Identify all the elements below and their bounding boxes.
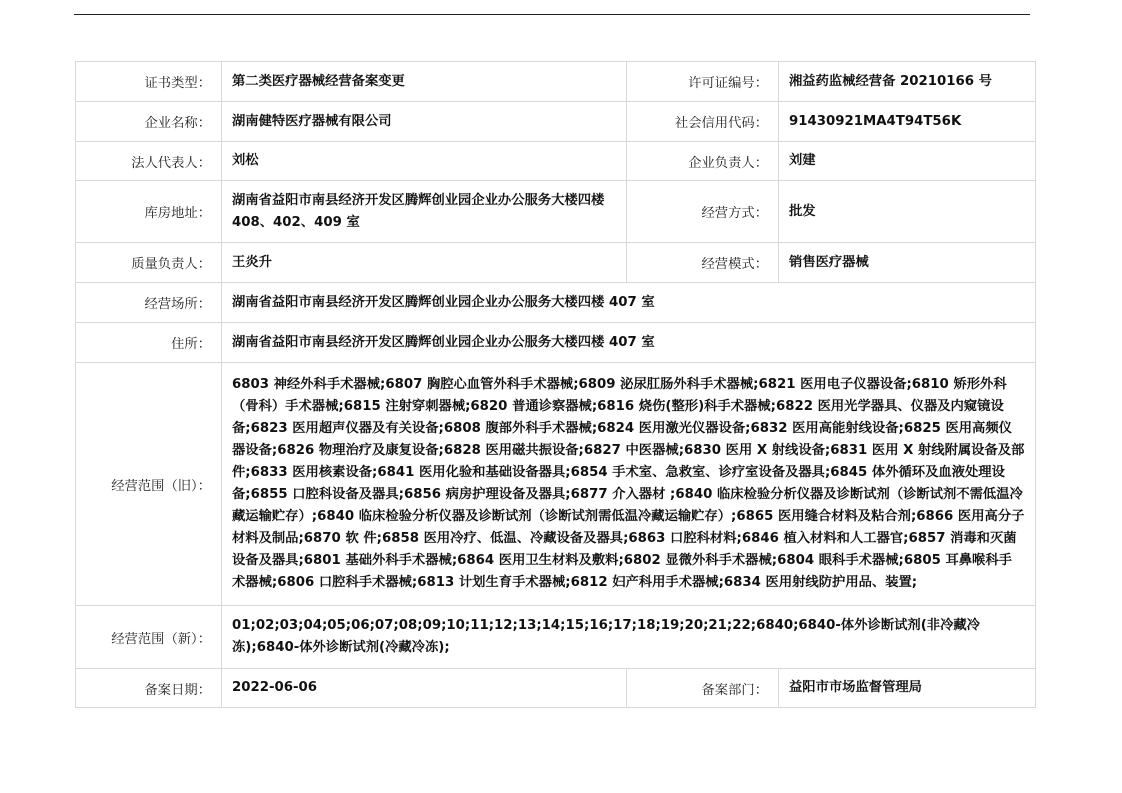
scope-new-value: 01;02;03;04;05;06;07;08;09;10;11;12;13;14;15;16;17;18;19;20;21;22;6840;6840-体外诊断试剂(非冷藏冷冻);6840-体外诊断试剂(冷藏冷冻);: [222, 606, 1036, 669]
table-row: [76, 243, 1036, 283]
business-method-label: 经营方式：: [627, 181, 779, 243]
business-premises-value: 湖南省益阳市南县经济开发区腾辉创业园企业办公服务大楼四楼 407 室: [222, 283, 1036, 323]
filing-date-value: 2022-06-06: [222, 669, 627, 708]
table-row: [76, 283, 1036, 323]
business-method-value: 批发: [779, 181, 1036, 243]
table-row: [76, 142, 1036, 181]
scope-old-value: 6803 神经外科手术器械;6807 胸腔心血管外科手术器械;6809 泌尿肛肠外科手术器械;6821 医用电子仪器设备;6810 矫形外科（骨科）手术器械;6815 注射穿刺器械;6820 普通诊察器械;6816 烧伤(整形)科手术器械;6822 医用光学器具、仪器及内窥镜设备;6823 医用超声仪器及有关设备;6808 腹部外科手术器械;6824 医用激光仪器设备;6832 医用高能射线设备;6825 医用高频仪器设备;6826 物理治疗及康复设备;6828 医用磁共振设备;6827 中医器械;6830 医用 X 射线设备;6831 医用 X 射线附属设备及部件;6833 医用核素设备;6841 医用化验和基础设备器具;6854 手术室、急救室、诊疗室设备及器具;6845 体外循环及血液处理设备;6855 口腔科设备及器具;6856 病房护理设备及器具;6877 介入器材 ;6840 临床检验分析仪器及诊断试剂（诊断试剂不需低温冷藏运输贮存）;6840 临床检验分析仪器及诊断试剂（诊断试剂需低温冷藏运输贮存）;6865 医用缝合材料及粘合剂;6866 医用高分子材料及制品;6870 软 件;6858 医用冷疗、低温、冷藏设备及器具;6863 口腔科材料;6846 植入材料和人工器官;6857 消毒和灭菌设备及器具;6801 基础外科手术器械;6864 医用卫生材料及敷料;6802 显微外科手术器械;6804 眼科手术器械;6805 耳鼻喉科手术器械;6806 口腔科手术器械;6813 计划生育手术器械;6812 妇产科用手术器械;6834 医用射线防护用品、装置;: [222, 363, 1036, 606]
table-row: [76, 323, 1036, 363]
filing-dept-label: 备案部门：: [627, 669, 779, 708]
company-name-label: 企业名称：: [76, 102, 222, 142]
table-row: [76, 102, 1036, 142]
quality-head-label: 质量负责人：: [76, 243, 222, 283]
license-no-value: 湘益药监械经营备 20210166 号: [779, 62, 1036, 102]
scope-new-label: 经营范围（新）：: [76, 606, 222, 669]
warehouse-address-value: 湖南省益阳市南县经济开发区腾辉创业园企业办公服务大楼四楼 408、402、409 室: [222, 181, 627, 243]
residence-value: 湖南省益阳市南县经济开发区腾辉创业园企业办公服务大楼四楼 407 室: [222, 323, 1036, 363]
credit-code-label: 社会信用代码：: [627, 102, 779, 142]
filing-dept-value: 益阳市市场监督管理局: [779, 669, 1036, 708]
residence-label: 住所：: [76, 323, 222, 363]
table-row: [76, 669, 1036, 708]
cert-type-label: 证书类型：: [76, 62, 222, 102]
company-head-label: 企业负责人：: [627, 142, 779, 181]
table-row: [76, 181, 1036, 243]
license-no-label: 许可证编号：: [627, 62, 779, 102]
business-mode-label: 经营模式：: [627, 243, 779, 283]
table-row: [76, 606, 1036, 669]
business-mode-value: 销售医疗器械: [779, 243, 1036, 283]
scope-old-label: 经营范围（旧）：: [76, 363, 222, 606]
credit-code-value: 91430921MA4T94T56K: [779, 102, 1036, 142]
top-rule: [74, 14, 1030, 15]
company-head-value: 刘建: [779, 142, 1036, 181]
filing-date-label: 备案日期：: [76, 669, 222, 708]
table-row: [76, 363, 1036, 606]
company-name-value: 湖南健特医疗器械有限公司: [222, 102, 627, 142]
business-premises-label: 经营场所：: [76, 283, 222, 323]
record-table: [75, 61, 1036, 708]
legal-rep-value: 刘松: [222, 142, 627, 181]
table-row: [76, 62, 1036, 102]
warehouse-address-label: 库房地址：: [76, 181, 222, 243]
quality-head-value: 王炎升: [222, 243, 627, 283]
cert-type-value: 第二类医疗器械经营备案变更: [222, 62, 627, 102]
legal-rep-label: 法人代表人：: [76, 142, 222, 181]
